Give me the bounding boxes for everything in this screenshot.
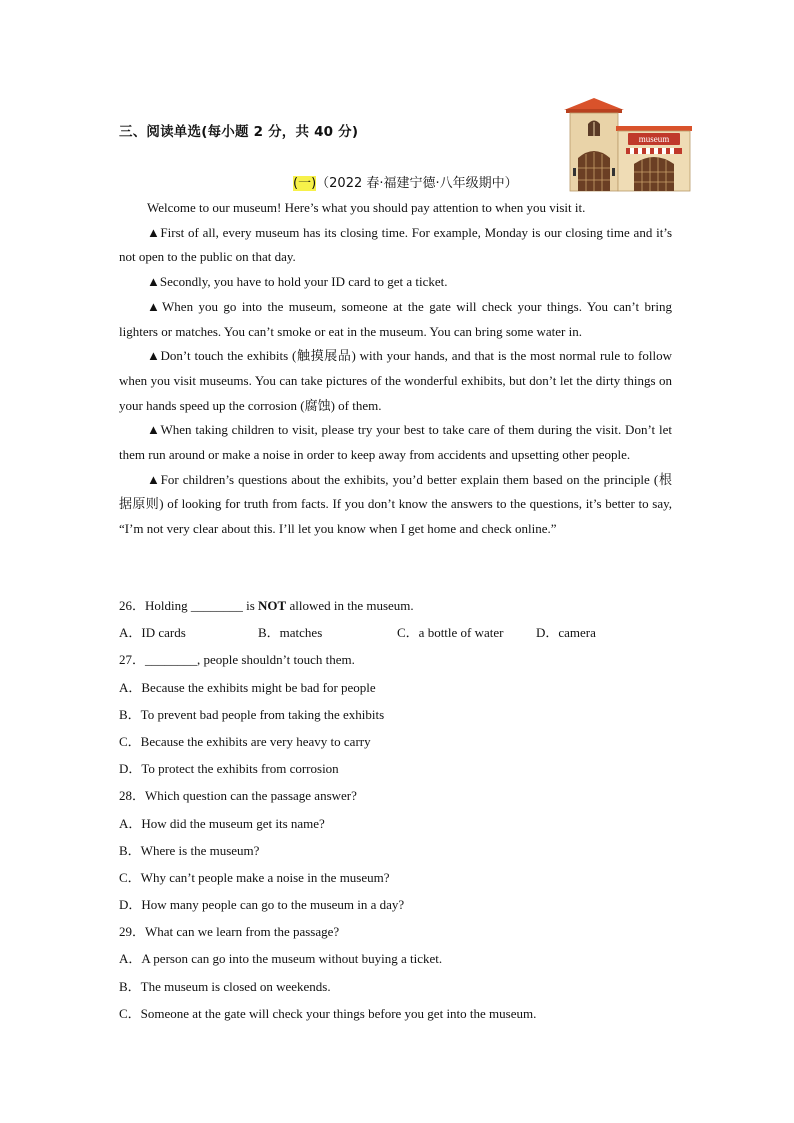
question-28-stem: 28．Which question can the passage answer? (119, 788, 357, 804)
question-26-option-a[interactable]: A．ID cards (119, 625, 186, 641)
passage-paragraph: ▲When taking children to visit, please try your best to take care of them during the visit. Don’t let them run around or make a noise in order to keep away from accidents and upsetting other people. (119, 422, 672, 463)
passage-paragraph: ▲Don’t touch the exhibits (触摸展品) with your hands, and that is the most normal rule to follow when you visit museums. You can take pictures of the wonderful exhibits, but don’t let the dirty things on your hands speed up the corrosion (腐蚀) of them. (119, 348, 672, 413)
question-29-option-a[interactable]: A．A person can go into the museum without buying a ticket. (119, 951, 443, 967)
question-28-option-a[interactable]: A．How did the museum get its name? (119, 815, 325, 831)
passage-paragraph: ▲First of all, every museum has its closing time. For example, Monday is our closing time and it’s not open to the public on that day. (119, 224, 672, 265)
question-28-option-d[interactable]: D．How many people can go to the museum in a day? (119, 897, 405, 913)
question-26-option-b[interactable]: B．matches (258, 625, 323, 641)
question-27-option-a[interactable]: A．Because the exhibits might be bad for people (119, 679, 376, 695)
question-27-option-c[interactable]: C．Because the exhibits are very heavy to carry (119, 733, 371, 749)
passage-source: （2022 春·福建宁德·八年级期中） (316, 176, 518, 191)
passage-marker: (一) (293, 176, 317, 191)
question-29-option-c[interactable]: C．Someone at the gate will check your things before you get into the museum. (119, 1005, 537, 1021)
passage-paragraph: ▲When you go into the museum, someone at the gate will check your things. You can’t bring lighters or matches. You can’t smoke or eat in the museum. You can bring some water in. (119, 298, 672, 339)
question-27-option-d[interactable]: D．To protect the exhibits from corrosion (119, 761, 339, 777)
question-27-option-b[interactable]: B．To prevent bad people from taking the exhibits (119, 706, 385, 722)
passage-paragraph: ▲For children’s questions about the exhibits, you’d better explain them based on the principle (根据原则) of looking for truth from facts. If you don’t know the answers to the questions, it’s better to say, “I’m not very clear about this. I’ll let you know when I get home and check online.” (119, 471, 672, 537)
passage-heading (293, 172, 518, 191)
question-28-option-b[interactable]: B．Where is the museum? (119, 842, 260, 858)
questions-block (119, 592, 679, 1027)
museum-building-illustration (562, 96, 692, 192)
question-26-option-c[interactable]: C．a bottle of water (397, 625, 504, 641)
passage-paragraph: Welcome to our museum! Here’s what you should pay attention to when you visit it. (147, 200, 586, 215)
passage-paragraph: ▲Secondly, you have to hold your ID card to get a ticket. (147, 274, 448, 290)
question-26-stem: 26．Holding ________ is NOT allowed in the museum. (119, 598, 414, 613)
question-27-stem: 27．________, people shouldn’t touch them. (119, 652, 355, 668)
section-title: 三、阅读单选(每小题 2 分，共 40 分) (119, 124, 359, 140)
museum-sign-text: museum (638, 134, 670, 144)
question-26-options (119, 619, 679, 646)
question-28-option-c[interactable]: C．Why can’t people make a noise in the museum? (119, 869, 390, 885)
passage-body (119, 196, 672, 542)
question-29-option-b[interactable]: B．The museum is closed on weekends. (119, 978, 331, 994)
question-29-stem: 29．What can we learn from the passage? (119, 924, 340, 940)
question-26-option-d[interactable]: D．camera (536, 625, 596, 641)
